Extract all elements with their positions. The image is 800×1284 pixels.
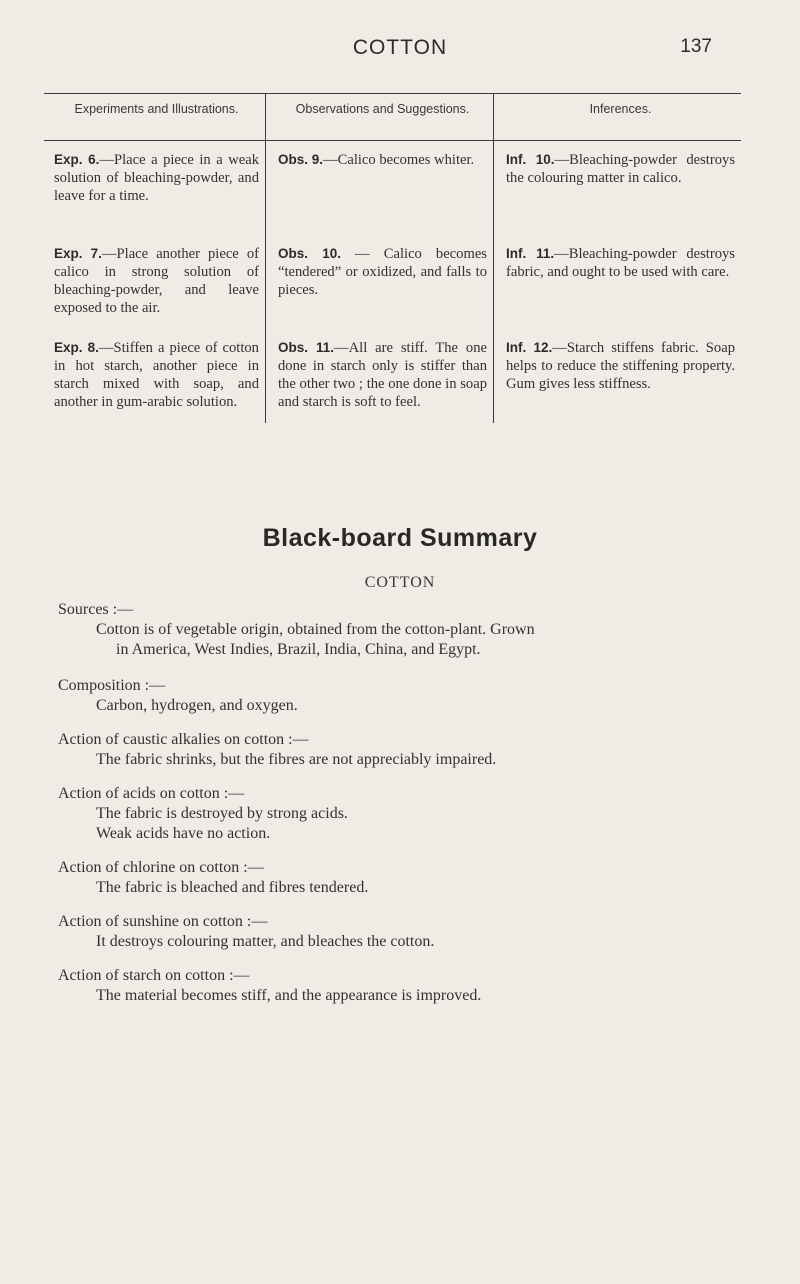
experiment-7-lead: Exp. 7. [54,246,102,261]
observation-11-text: —All are stiff. The one done in starch only is stiffer than the other two ; the one done in soap and starch is soft to feel. [278,340,487,410]
inference-11-text: —Bleaching-powder destroys fabric, and ought to be used with care. [506,246,735,280]
summary-section-sources [58,600,758,660]
observation-9 [278,151,487,245]
observation-10 [278,245,487,339]
section-line: The fabric is destroyed by strong acids. [96,805,348,822]
header-experiments: Experiments and Illustrations. [44,94,266,140]
summary-section-chlorine [58,858,758,898]
section-heading: Action of sunshine on cotton :— [58,913,268,930]
inference-10-text: —Bleaching-powder destroys the colouring matter in calico. [506,152,735,186]
observation-10-text: — Calico becomes “tendered” or oxidized, and falls to pieces. [278,246,487,298]
section-line: The fabric is bleached and fibres tendered. [96,879,369,896]
summary-title: Black-board Summary [262,524,538,552]
experiment-6-text: —Place a piece in a weak solution of bleaching-powder, and leave for a time. [54,152,259,204]
experiments-column [44,141,266,423]
inference-10 [506,151,735,245]
summary-section-acids [58,784,758,844]
inference-12-text: —Starch stiffens fabric. Soap helps to reduce the stiffening property. Gum gives less stiffness. [506,340,735,392]
experiment-7 [54,245,259,339]
section-line: It destroys colouring matter, and bleaches the cotton. [96,933,435,950]
observation-11-lead: Obs. 11. [278,340,335,355]
section-heading: Action of chlorine on cotton :— [58,859,264,876]
section-heading: Composition :— [58,677,166,694]
experiments-table [44,93,741,423]
section-heading: Sources :— [58,601,134,618]
inference-12-lead: Inf. 12. [506,340,553,355]
header-observations: Observations and Suggestions. [266,94,494,140]
table-header-row [44,94,741,141]
running-title: COTTON [352,36,448,59]
section-heading: Action of acids on cotton :— [58,785,245,802]
summary-subtitle: COTTON [364,574,436,591]
inference-12 [506,339,735,433]
summary-section-sunshine [58,912,758,952]
inference-11-lead: Inf. 11. [506,246,555,261]
section-line: in America, West Indies, Brazil, India, China, and Egypt. [116,641,481,658]
summary-body [58,600,758,1006]
inference-11 [506,245,735,339]
observation-9-text: —Calico becomes whiter. [323,152,475,168]
summary-section-composition [58,676,758,716]
experiment-6 [54,151,259,245]
inference-10-lead: Inf. 10. [506,152,555,167]
experiment-8-text: —Stiffen a piece of cotton in hot starch, another piece in starch mixed with soap, and another in gum-arabic solution. [54,340,259,410]
table-body-row [44,141,741,423]
observation-10-lead: Obs. 10. [278,246,341,261]
observations-column [266,141,494,423]
experiment-8-lead: Exp. 8. [54,340,99,355]
section-line: Carbon, hydrogen, and oxygen. [96,697,298,714]
section-heading: Action of caustic alkalies on cotton :— [58,731,309,748]
section-line: Weak acids have no action. [96,825,271,842]
inferences-column [494,141,741,423]
experiment-7-text: —Place another piece of calico in strong solution of bleaching-powder, and leave exposed to the air. [54,246,259,316]
summary-section-starch [58,966,758,1006]
summary-section-alkalies [58,730,758,770]
section-line: Cotton is of vegetable origin, obtained from the cotton-plant. Grown [96,621,535,638]
page-number: 137 [680,36,712,57]
experiment-6-lead: Exp. 6. [54,152,100,167]
running-head [0,36,800,66]
observation-11 [278,339,487,433]
header-inferences: Inferences. [589,102,652,116]
experiment-8 [54,339,259,433]
observation-9-lead: Obs. 9. [278,152,324,167]
section-heading: Action of starch on cotton :— [58,967,250,984]
section-line: The fabric shrinks, but the fibres are not appreciably impaired. [96,751,497,768]
section-line: The material becomes stiff, and the appearance is improved. [96,987,482,1004]
